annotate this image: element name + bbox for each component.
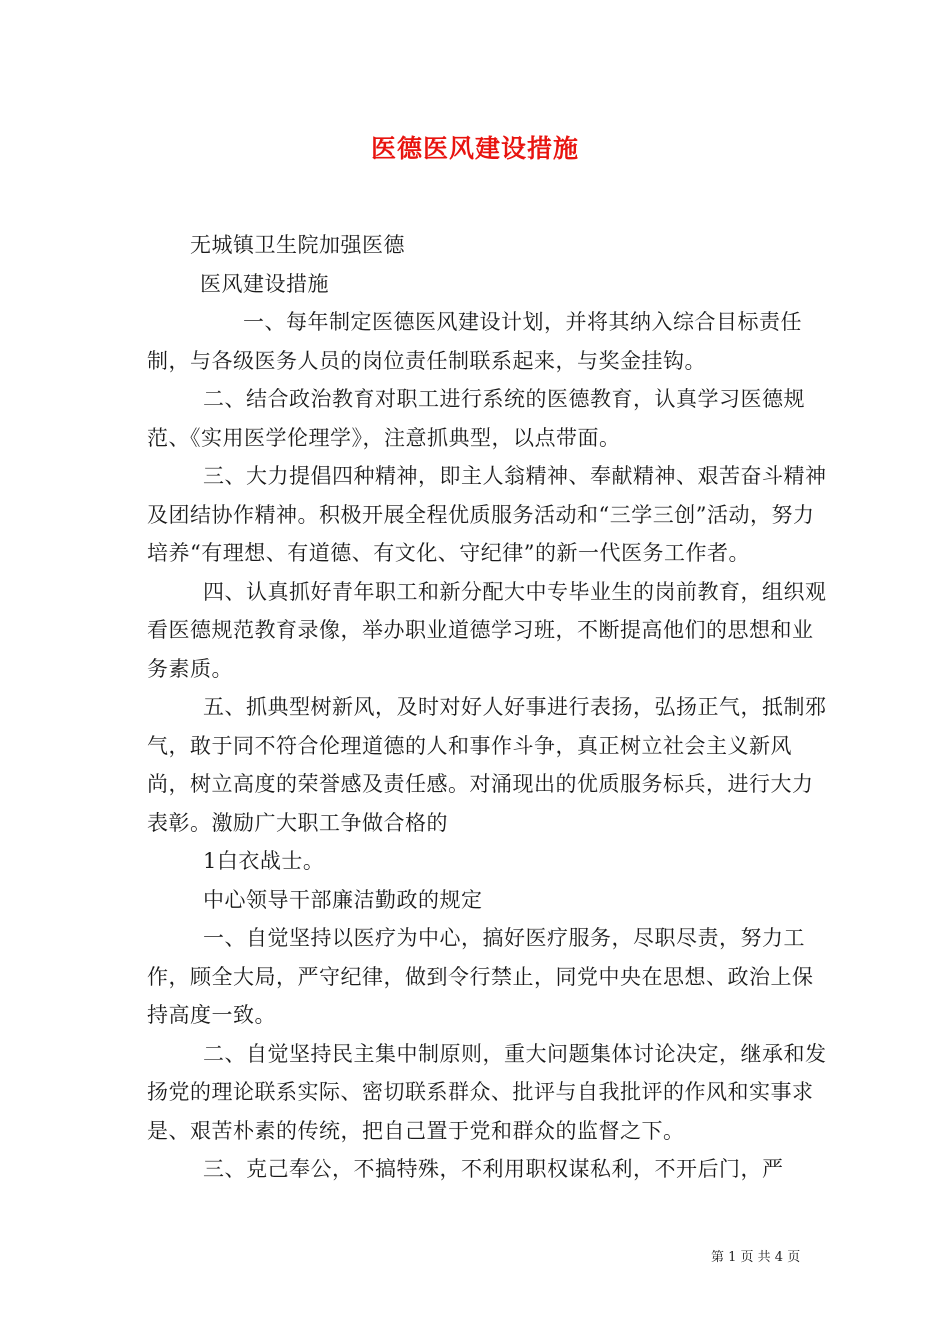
paragraph: 一、自觉坚持以医疗为中心，搞好医疗服务，尽职尽责，努力工作，顾全大局，严守纪律，做到令行禁止，同党中央在思想、政治上保持高度一致。 [147,926,814,1027]
document-title: 医德医风建设措施 [370,134,579,163]
paragraph-heading-line-2: 医风建设措施 [200,271,329,296]
paragraph: 四、认真抓好青年职工和新分配大中专毕业生的岗前教育，组织观看医德规范教育录像，举办职业道德学习班，不断提高他们的思想和业务素质。 [147,579,827,681]
section-heading: 中心领导干部廉洁勤政的规定 [203,887,483,912]
paragraph-heading-line-1: 无城镇卫生院加强医德 [190,233,405,257]
page-number-footer: 第 1 页 共 4 页 [711,1250,801,1265]
paragraph: 1白衣战士。 [203,849,325,873]
paragraph: 三、克己奉公，不搞特殊，不利用职权谋私利，不开后门，严 [203,1157,784,1181]
paragraph: 五、抓典型树新风，及时对好人好事进行表扬，弘扬正气，抵制邪气，敢于同不符合伦理道德的人和事作斗争，真正树立社会主义新风尚，树立高度的荣誉感及责任感。对涌现出的优质服务标兵，进行大力表彰。激励广大职工争做合格的 [147,695,827,835]
document-body [147,226,827,1189]
paragraph: 三、大力提倡四种精神，即主人翁精神、奉献精神、艰苦奋斗精神及团结协作精神。积极开展全程优质服务活动和“三学三创”活动，努力培养“有理想、有道德、有文化、守纪律”的新一代医务工作者。 [147,464,827,565]
paragraph: 二、结合政治教育对职工进行系统的医德教育，认真学习医德规范、《实用医学伦理学》，注意抓典型，以点带面。 [147,387,805,450]
paragraph: 一、每年制定医德医风建设计划，并将其纳入综合目标责任制，与各级医务人员的岗位责任制联系起来，与奖金挂钩。 [147,310,802,373]
paragraph: 二、自觉坚持民主集中制原则，重大问题集体讨论决定，继承和发扬党的理论联系实际、密切联系群众、批评与自我批评的作风和实事求是、艰苦朴素的传统，把自己置于党和群众的监督之下。 [147,1041,827,1143]
